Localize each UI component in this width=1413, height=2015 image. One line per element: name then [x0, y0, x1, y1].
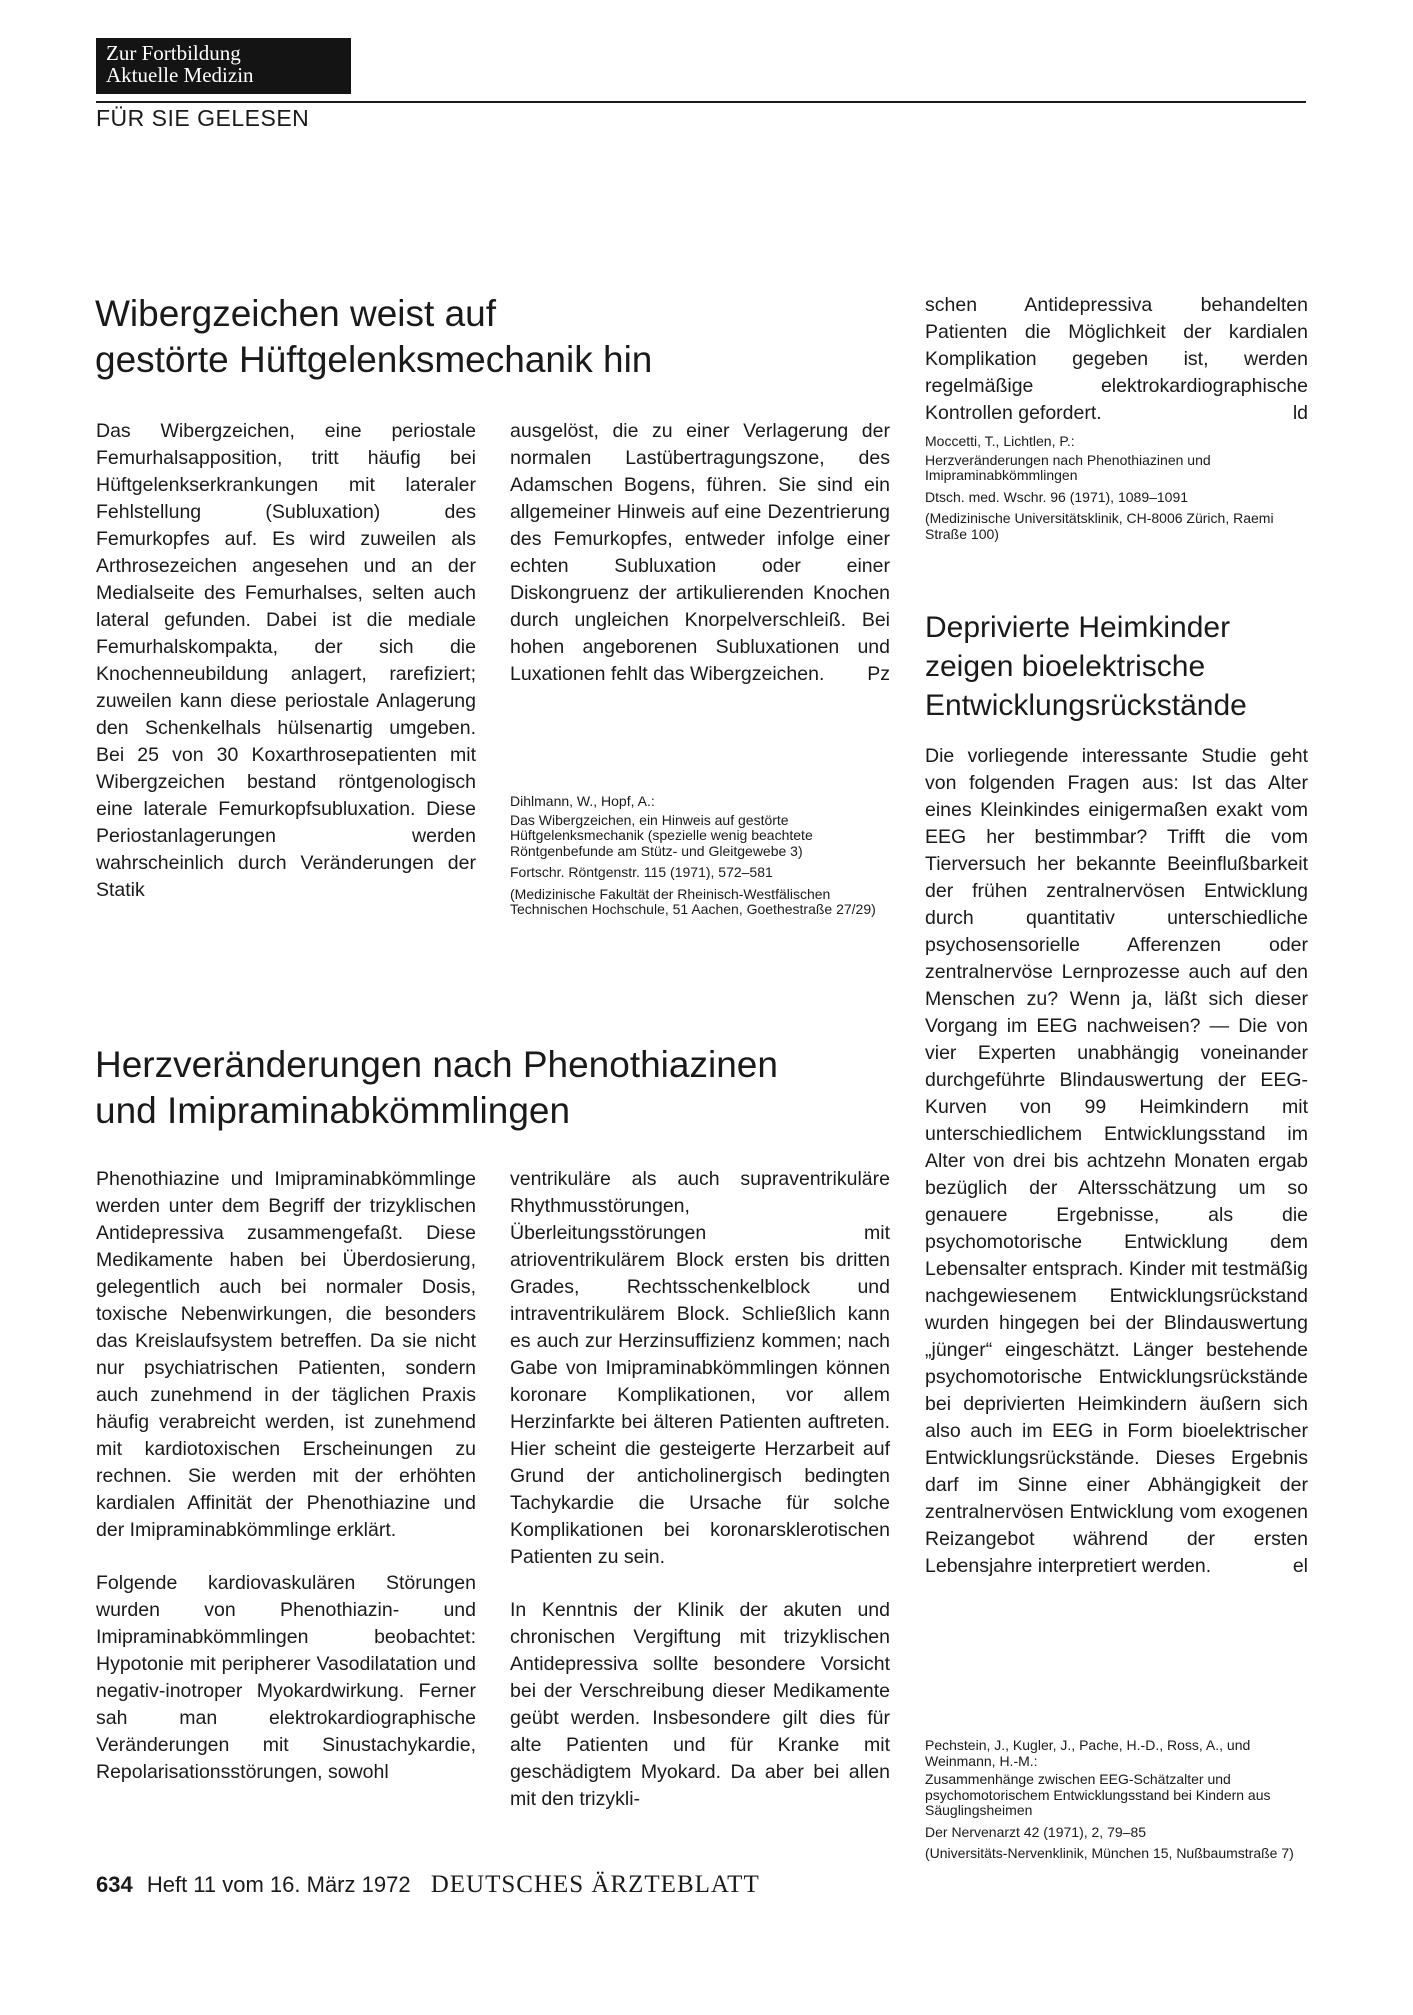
- header-box-line1: Zur Fortbildung: [106, 41, 241, 65]
- article2-ref-journal: Dtsch. med. Wschr. 96 (1971), 1089–1091: [925, 488, 1189, 505]
- article3-title: [925, 608, 1315, 725]
- article2-title-line2: und Imipraminabkömmlingen: [95, 1090, 571, 1131]
- article2-col1-paragraph1: Phenothiazine und Imipraminabkömmlinge werden unter dem Begriff der trizyklischen Antidepressiva zusammengefaßt. Diese Medikamente haben bei Überdosierung, gelegentlich auch bei normaler Dosis, toxische Nebenwirkungen, die besonders das Kreislaufsystem betreffen. Da sie nicht nur psychiatrischen Patienten, sondern auch zunehmend in der täglichen Praxis häufig verabreicht werden, ist zunehmend mit kardiotoxischen Erscheinungen zu rechnen. Sie werden mit der erhöhten kardialen Affinität der Phenothiazine und der Imipraminabkömmlinge erklärt.: [96, 1168, 476, 1541]
- article3-ref-title: Zusammenhänge zwischen EEG-Schätzalter und psychomotorischem Entwicklungsstand bei Kindern aus Säuglingsheimen: [925, 1771, 1271, 1818]
- article3-title-line1: Deprivierte Heimkinder: [925, 611, 1231, 644]
- article1-ref-authors: Dihlmann, W., Hopf, A.:: [510, 793, 655, 809]
- article2-ref-authors: Moccetti, T., Lichtlen, P.:: [925, 433, 1075, 449]
- article2-title-line1: Herzveränderungen nach Phenothiazinen: [95, 1044, 778, 1085]
- header-box-line2: Aktuelle Medizin: [106, 63, 254, 87]
- section-header-box: [96, 38, 351, 94]
- article3-body: [925, 743, 1308, 1580]
- article1-ref-title: Das Wibergzeichen, ein Hinweis auf gestörte Hüftgelenksmechanik (spezielle wenig beachtete Röntgenbefunde am Stütz- und Gleitgewebe 3): [510, 811, 813, 859]
- article2-signature: ld: [1292, 402, 1308, 424]
- article2-reference: [925, 434, 1308, 545]
- article2-ref-title: Herzveränderungen nach Phenothiazinen und Imipraminabkömmlingen: [925, 451, 1211, 483]
- article3-title-line3: Entwicklungsrückstände: [925, 689, 1247, 722]
- article2-col3-text: schen Antidepressiva behandelten Patienten die Möglichkeit der kardialen Komplikation gegeben ist, werden regelmäßige elektrokardiographische Kontrollen gefordert.: [925, 294, 1308, 424]
- article3-ref-address: (Universitäts-Nervenklinik, München 15, Nußbaumstraße 7): [925, 1845, 1294, 1861]
- article3-ref-journal: Der Nervenarzt 42 (1971), 2, 79–85: [925, 1823, 1147, 1840]
- section-label: FÜR SIE GELESEN: [96, 105, 310, 131]
- article3-title-line2: zeigen bioelektrische: [925, 650, 1206, 683]
- article1-col2-text: ausgelöst, die zu einer Verlagerung der normalen Lastübertragungszone, des Adamschen Bogens, führen. Sie sind ein allgemeiner Hinweis auf eine Dezentrierung des Femurkopfes, entweder infolge einer echten Subluxation oder einer Diskongruenz der artikulierenden Knochen durch ungleichen Knorpelverschleiß. Bei hohen angeborenen Subluxationen und Luxationen fehlt das Wibergzeichen.: [510, 420, 890, 685]
- page-footer: [96, 1871, 760, 1899]
- journal-name: DEUTSCHES ÄRZTEBLATT: [430, 1871, 760, 1898]
- page-number: 634: [96, 1872, 133, 1897]
- article1-signature: Pz: [867, 663, 890, 685]
- article2-col1-paragraph2: Folgende kardiovaskulären Störungen wurden von Phenothiazin- und Imipraminabkömmlingen beobachtet: Hypotonie mit peripherer Vasodilatation und negativ-inotroper Myokardwirkung. Ferner sah man elektrokardiographische Veränderungen mit Sinustachykardie, Repolarisationsstörungen, sowohl: [96, 1572, 476, 1783]
- article1-reference: [510, 794, 890, 921]
- header-rule: [96, 101, 1306, 103]
- article3-signature: el: [1292, 1555, 1308, 1577]
- article1-title: [95, 291, 875, 383]
- article2-column2: [510, 1166, 890, 1813]
- article1-col1-text: Das Wibergzeichen, eine periostale Femurhalsapposition, tritt häufig bei Hüftgelenkserkrankungen mit lateraler Fehlstellung (Subluxation) des Femurkopfes auf. Es wird zuweilen als Arthrosezeichen angesehen und an der Medialseite des Femurhalses, selten auch lateral gefunden. Dabei ist die mediale Femurhalskompakta, der sich die Knochenneubildung anlagert, rarefiziert; zuweilen kann diese periostale Anlagerung den Schenkelhals hülsenartig umgeben. Bei 25 von 30 Koxarthrosepatienten mit Wibergzeichen bestand röntgenologisch eine laterale Femurkopfsubluxation. Diese Periostanlagerungen werden wahrscheinlich durch Veränderungen der Statik: [96, 420, 476, 901]
- article2-title: [95, 1042, 915, 1134]
- article3-reference: [925, 1738, 1308, 1865]
- article3-body-text: Die vorliegende interessante Studie geht von folgenden Fragen aus: Ist das Alter eines Kleinkindes einigermaßen exakt vom EEG her bestimmbar? Trifft die vom Tierversuch her bekannte Beeinflußbarkeit der frühen zentralnervösen Entwicklung durch quantitativ unterschiedliche psychosensorielle Afferenzen oder zentralnervöse Lernprozesse auch auf den Menschen zu? Wenn ja, läßt sich dieser Vorgang im EEG nachweisen? — Die von vier Experten unabhängig voneinander durchgeführte Blindauswertung der EEG-Kurven von 99 Heimkindern mit unterschiedlichem Entwicklungsstand im Alter von drei bis achtzehn Monaten ergab bezüglich der Altersschätzung um so genauere Ergebnisse, als die psychomotorische Entwicklung dem Lebensalter entsprach. Kinder mit testmäßig nachgewiesenem Entwicklungsrückstand wurden hingegen bei der Blindauswertung „jünger“ eingeschätzt. Länger bestehende psychomotorische Entwicklungsrückstände bei deprivierten Heimkindern äußern sich also auch im EEG in Form bioelektrischer Entwicklungsrückstände. Dieses Ergebnis darf im Sinne einer Abhängigkeit der zentralnervösen Entwicklung vom exogenen Reizangebot während der ersten Lebensjahre interpretiert werden.: [925, 745, 1308, 1577]
- article1-ref-journal: Fortschr. Röntgenstr. 115 (1971), 572–581: [510, 864, 773, 880]
- article1-title-line2: gestörte Hüftgelenksmechanik hin: [95, 339, 653, 380]
- issue-info: Heft 11 vom 16. März 1972: [146, 1872, 411, 1897]
- article3-ref-authors: Pechstein, J., Kugler, J., Pache, H.-D., Ross, A., und Weinmann, H.-M.:: [925, 1737, 1251, 1769]
- article2-col2-paragraph2: In Kenntnis der Klinik der akuten und chronischen Vergiftung mit trizyklischen Antidepressiva sollte besondere Vorsicht bei der Verschreibung dieser Medikamente geübt werden. Insbesondere gilt dies für alte Patienten und für Kranke mit geschädigtem Myokard. Da aber bei allen mit den trizykli-: [510, 1599, 890, 1810]
- article1-title-line1: Wibergzeichen weist auf: [95, 293, 497, 334]
- article1-column2: [510, 418, 890, 688]
- article2-column1: [96, 1166, 476, 1786]
- article1-column1: [96, 418, 476, 904]
- article2-col2-paragraph1: ventrikuläre als auch supraventrikuläre Rhythmusstörungen, Überleitungsstörungen mit atrioventrikulärem Block ersten bis dritten Grades, Rechtsschenkelblock und intraventrikulärem Block. Schließlich kann es auch zur Herzinsuffizienz kommen; nach Gabe von Imipraminabkömmlingen können koronare Komplikationen, vor allem Herzinfarkte bei älteren Patienten auftreten. Hier scheint die gesteigerte Herzarbeit auf Grund der anticholinergisch bedingten Tachykardie die Ursache für solche Komplikationen bei koronarsklerotischen Patienten zu sein.: [510, 1168, 890, 1568]
- article2-ref-address: (Medizinische Universitätsklinik, CH-8006 Zürich, Raemi Straße 100): [925, 510, 1274, 542]
- article1-ref-address: (Medizinische Fakultät der Rheinisch-Westfälischen Technischen Hochschule, 51 Aachen, Goethestraße 27/29): [510, 885, 876, 917]
- article2-column3: [925, 292, 1308, 427]
